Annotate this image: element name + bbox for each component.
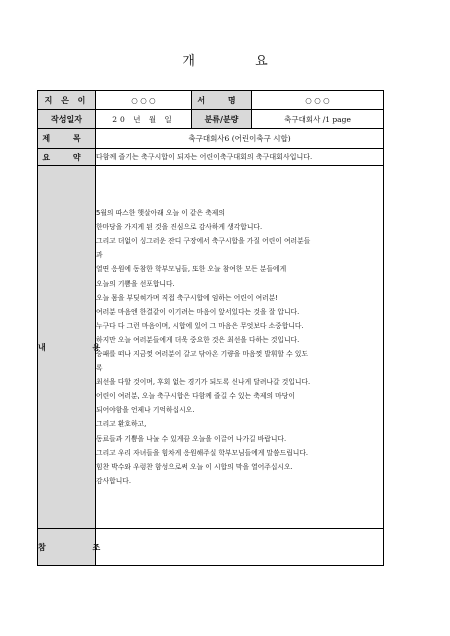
content-label: 내 용 [38, 166, 96, 529]
content-line: 하지만 오늘 여러분들에게 더욱 중요한 것은 최선을 다하는 것입니다. [96, 335, 300, 344]
content-line: 5월의 따스한 햇살아래 오늘 이 같은 축제의 [96, 209, 225, 218]
date-value: 20 년 월 일 [96, 110, 192, 129]
content-line: 오늘 몸을 부딪혀가며 직접 축구시합에 임하는 어린이 여러분! [96, 293, 278, 302]
content-line: 최선을 다할 것이며, 후회 없는 경기가 되도록 신나게 달려나갈 것입니다. [96, 378, 311, 387]
category-value: 축구대회사 /1 page [252, 110, 384, 129]
content-line: 동료들과 기쁨을 나눌 수 있게끔 오늘을 이끌어 나가길 바랍니다. [96, 434, 287, 443]
info-form [37, 90, 384, 566]
subject-value: 축구대회사6 (어린이축구 시합) [96, 129, 384, 149]
signature-label: 서 명 [192, 91, 252, 110]
date-row [38, 110, 384, 129]
content-line: 록 [96, 364, 103, 373]
content-body [96, 166, 384, 529]
content-lines [96, 206, 383, 488]
content-line: 힘찬 박수와 우렁찬 함성으로써 오늘 이 시합의 막을 열어주십시오. [96, 462, 293, 471]
category-label: 분류/분량 [192, 110, 252, 129]
reference-value [96, 529, 384, 566]
content-line: 오늘의 기쁨을 선포합니다. [96, 279, 175, 288]
content-line: 누구다 다 그런 마음이며, 시합에 있어 그 마음은 무엇보다 소중합니다. [96, 321, 304, 330]
author-label: 지 은 이 [38, 91, 96, 110]
content-row [38, 166, 384, 529]
content-line: 승패를 떠나 지금껏 여러분이 갈고 닦아온 기량을 마음껏 발휘할 수 있도 [96, 350, 309, 358]
content-line: 과 [96, 251, 103, 260]
reference-row [38, 529, 384, 566]
content-line: 되어야함을 언제나 기억하십시오. [96, 406, 195, 415]
content-line: 어린이 여러분, 오늘 축구시합은 다함께 즐길 수 있는 축제의 마당이 [96, 392, 295, 401]
subject-row [38, 129, 384, 149]
content-line: 그리고 더없이 싱그러운 잔디 구장에서 축구시합을 가질 어린이 여러분들 [96, 237, 311, 246]
summary-label: 요 약 [38, 149, 96, 166]
content-line: 그리고 우리 자녀들을 힘차게 응원해주실 학부모님들에게 말씀드립니다. [96, 448, 309, 457]
content-line: 여러분 마음엔 한결같이 이기려는 마음이 앞서있다는 것을 잘 압니다. [96, 307, 300, 316]
author-row [38, 91, 384, 110]
author-value: ○ ○ ○ [96, 91, 192, 110]
document-title: 개 요 [182, 54, 296, 69]
date-label: 작성일자 [38, 110, 96, 129]
content-line: 열띤 응원에 동참한 학부모님들, 또한 오늘 참여한 모든 분들에게 [96, 265, 287, 274]
content-line: 그리고 환호하고, [96, 420, 147, 429]
content-line: 감사합니다. [96, 476, 131, 485]
reference-label: 참 조 [38, 529, 96, 566]
summary-value: 다함께 즐기는 축구시합이 되자는 어린이축구대회의 축구대회사입니다. [96, 149, 384, 166]
subject-label: 제 목 [38, 129, 96, 149]
summary-row [38, 149, 384, 166]
content-line: 한마당을 가지게 된 것을 진심으로 감사하게 생각합니다. [96, 223, 263, 232]
signature-value: ○ ○ ○ [252, 91, 384, 110]
